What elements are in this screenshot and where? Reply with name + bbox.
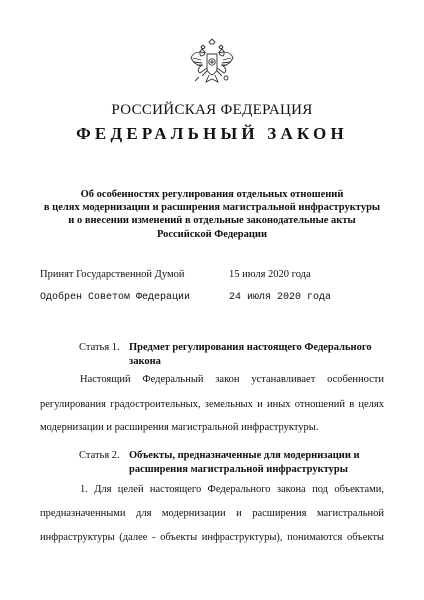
document-title — [40, 188, 384, 241]
article-2-number: Статья 2. — [79, 450, 120, 461]
article-1-title-line: Предмет регулирования настоящего Федерального — [129, 342, 372, 353]
article-2-heading — [79, 449, 384, 479]
council-approval-label: Одобрен Советом Федерации — [40, 292, 191, 303]
duma-adoption-date: 15 июля 2020 года — [229, 269, 311, 280]
paragraph-line: Настоящий Федеральный закон устанавливает особенности — [80, 374, 384, 385]
coat-of-arms-emblem — [189, 38, 235, 90]
document-title-line: Об особенностях регулирования отдельных отношений — [80, 189, 344, 200]
paragraph-line: регулирования градостроительных, земельных и иных отношений в целях — [40, 399, 384, 410]
article-2-title-line: Объекты, предназначенные для модернизации и — [129, 450, 360, 461]
paragraph-line: инфраструктуры (далее - объекты инфраструктуры), понимаются объекты — [40, 532, 384, 543]
article-1-title-line: закона — [129, 355, 161, 367]
document-title-line: и о внесении изменений в отдельные законодательные акты — [68, 215, 356, 227]
council-approval-date: 24 июля 2020 года — [229, 292, 332, 303]
article-1-number: Статья 1. — [79, 342, 120, 353]
article-2-paragraph — [40, 483, 384, 545]
double-headed-eagle-icon — [189, 38, 235, 90]
law-type-heading: ФЕДЕРАЛЬНЫЙ ЗАКОН — [76, 124, 348, 143]
article-1-title — [129, 341, 372, 368]
article-2-title — [129, 449, 360, 476]
paragraph-line: предназначенными для модернизации и расширения магистральной — [40, 508, 384, 519]
country-heading: РОССИЙСКАЯ ФЕДЕРАЦИЯ — [111, 102, 313, 118]
article-2-title-line: расширения магистральной инфраструктуры — [129, 463, 348, 475]
document-title-line: в целях модернизации и расширения магистральной инфраструктуры — [43, 202, 381, 214]
document-title-line: Российской Федерации — [156, 228, 268, 240]
duma-adoption-label: Принят Государственной Думой — [40, 269, 185, 280]
article-1-heading — [79, 341, 384, 371]
paragraph-line: 1. Для целей настоящего Федерального закона под объектами, — [80, 484, 384, 495]
article-1-paragraph — [40, 373, 384, 435]
paragraph-line: модернизации и расширения магистральной инфраструктуры. — [40, 422, 319, 433]
